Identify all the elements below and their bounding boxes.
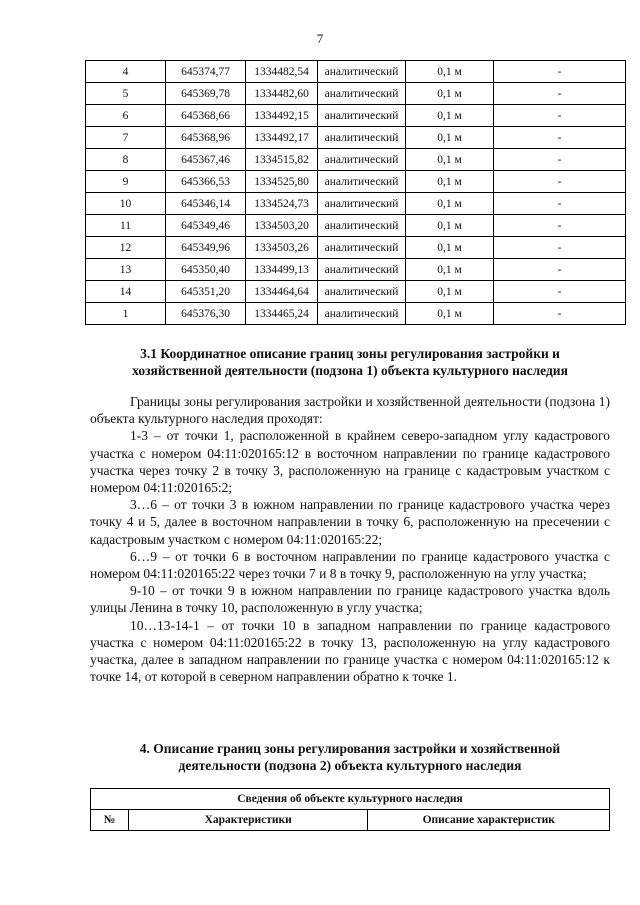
cell-x: 645368,96	[166, 127, 246, 149]
cell-n: 5	[86, 83, 166, 105]
info-header-number: №	[91, 810, 129, 831]
cell-note: -	[494, 105, 626, 127]
cell-x: 645367,46	[166, 149, 246, 171]
cell-note: -	[494, 281, 626, 303]
paragraph: 3…6 – от точки 3 в южном направлении по границе кадастрового участка через точку 4 и 5, далее в восточном направлении в точку 6, расположенную на пресечении с кадастровым участком с номером 04:11:020165:22;	[90, 497, 610, 547]
cell-n: 6	[86, 105, 166, 127]
cell-method: аналитический	[318, 61, 406, 83]
cell-note: -	[494, 61, 626, 83]
cell-note: -	[494, 303, 626, 325]
cell-method: аналитический	[318, 149, 406, 171]
section-4-title-line1: 4. Описание границ зоны регулирования застройки и хозяйственной	[139, 741, 561, 756]
cell-n: 8	[86, 149, 166, 171]
cell-n: 13	[86, 259, 166, 281]
cell-accuracy: 0,1 м	[406, 215, 494, 237]
cell-x: 645349,96	[166, 237, 246, 259]
coordinates-table	[85, 60, 626, 325]
cell-note: -	[494, 149, 626, 171]
cell-accuracy: 0,1 м	[406, 149, 494, 171]
cell-x: 645369,78	[166, 83, 246, 105]
table-row	[86, 259, 626, 281]
cell-n: 4	[86, 61, 166, 83]
cell-note: -	[494, 259, 626, 281]
cell-accuracy: 0,1 м	[406, 193, 494, 215]
cell-accuracy: 0,1 м	[406, 105, 494, 127]
cell-y: 1334503,26	[246, 237, 318, 259]
cell-y: 1334503,20	[246, 215, 318, 237]
info-header-characteristics: Характеристики	[128, 810, 368, 831]
cell-x: 645374,77	[166, 61, 246, 83]
cell-method: аналитический	[318, 193, 406, 215]
cell-method: аналитический	[318, 83, 406, 105]
cell-method: аналитический	[318, 105, 406, 127]
cell-x: 645368,66	[166, 105, 246, 127]
table-row	[86, 303, 626, 325]
cell-method: аналитический	[318, 127, 406, 149]
cell-x: 645351,20	[166, 281, 246, 303]
cell-y: 1334464,64	[246, 281, 318, 303]
cell-method: аналитический	[318, 171, 406, 193]
cell-note: -	[494, 83, 626, 105]
table-row	[86, 61, 626, 83]
cell-method: аналитический	[318, 259, 406, 281]
cell-accuracy: 0,1 м	[406, 259, 494, 281]
cell-n: 14	[86, 281, 166, 303]
cell-note: -	[494, 237, 626, 259]
cell-n: 1	[86, 303, 166, 325]
cell-method: аналитический	[318, 215, 406, 237]
paragraph: Границы зоны регулирования застройки и хозяйственной деятельности (подзона 1) объекта культурного наследия проходят:	[90, 394, 610, 427]
cell-accuracy: 0,1 м	[406, 61, 494, 83]
cell-method: аналитический	[318, 237, 406, 259]
section-3-1-title-line2: хозяйственной деятельности (подзона 1) объекта культурного наследия	[132, 363, 568, 378]
cell-y: 1334482,54	[246, 61, 318, 83]
cell-x: 645350,40	[166, 259, 246, 281]
cell-method: аналитический	[318, 281, 406, 303]
table-row	[86, 149, 626, 171]
table-row	[86, 281, 626, 303]
cell-n: 9	[86, 171, 166, 193]
cell-y: 1334492,15	[246, 105, 318, 127]
cell-y: 1334465,24	[246, 303, 318, 325]
page-number: 7	[316, 31, 324, 46]
cell-n: 11	[86, 215, 166, 237]
cell-n: 7	[86, 127, 166, 149]
table-row	[86, 193, 626, 215]
cell-accuracy: 0,1 м	[406, 83, 494, 105]
cell-n: 12	[86, 237, 166, 259]
info-header-description: Описание характеристик	[368, 810, 610, 831]
cell-accuracy: 0,1 м	[406, 237, 494, 259]
table-row	[86, 105, 626, 127]
table-row	[86, 215, 626, 237]
cell-y: 1334492,17	[246, 127, 318, 149]
section-3-1	[90, 345, 610, 685]
table-row	[86, 237, 626, 259]
info-table-caption: Сведения об объекте культурного наследия	[91, 789, 610, 810]
cell-y: 1334499,13	[246, 259, 318, 281]
cell-x: 645366,53	[166, 171, 246, 193]
table-row	[86, 83, 626, 105]
cell-y: 1334524,73	[246, 193, 318, 215]
cell-note: -	[494, 215, 626, 237]
cell-accuracy: 0,1 м	[406, 281, 494, 303]
cell-note: -	[494, 127, 626, 149]
section-3-1-title-line1: 3.1 Координатное описание границ зоны регулирования застройки и	[140, 346, 560, 361]
cell-accuracy: 0,1 м	[406, 127, 494, 149]
cell-n: 10	[86, 193, 166, 215]
cell-note: -	[494, 193, 626, 215]
cell-note: -	[494, 171, 626, 193]
paragraph: 1-3 – от точки 1, расположенной в крайнем северо-западном углу кадастрового участка с номером 04:11:020165:12 в восточном направлении по границе кадастрового участка через точку 2 в точку 3, расположенную на границе с кадастровым участком с номером 04:11:020165:2;	[90, 428, 610, 496]
cell-y: 1334515,82	[246, 149, 318, 171]
section-4	[90, 740, 610, 774]
table-row	[86, 171, 626, 193]
cell-method: аналитический	[318, 303, 406, 325]
cell-x: 645346,14	[166, 193, 246, 215]
table-row	[86, 127, 626, 149]
paragraph: 10…13-14-1 – от точки 10 в западном направлении по границе кадастрового участка с номером 04:11:020165:22 в точку 13, расположенную на углу кадастрового участка, далее в западном направлении по границе участка с номером 04:11:020165:12 к точке 14, от которой в северном направлении обратно к точке 1.	[90, 617, 610, 685]
cell-y: 1334525,80	[246, 171, 318, 193]
paragraph: 6…9 – от точки 6 в восточном направлении по границе кадастрового участка с номером 04:11:020165:22 через точки 7 и 8 в точку 9, расположенную на углу участка;	[90, 548, 610, 582]
info-table	[90, 788, 610, 831]
cell-accuracy: 0,1 м	[406, 303, 494, 325]
paragraph: 9-10 – от точки 9 в южном направлении по границе кадастрового участка вдоль улицы Ленина в точку 10, расположенную в углу участка;	[90, 583, 610, 616]
cell-x: 645376,30	[166, 303, 246, 325]
cell-y: 1334482,60	[246, 83, 318, 105]
cell-x: 645349,46	[166, 215, 246, 237]
section-4-title-line2: деятельности (подзона 2) объекта культурного наследия	[178, 758, 522, 773]
cell-accuracy: 0,1 м	[406, 171, 494, 193]
